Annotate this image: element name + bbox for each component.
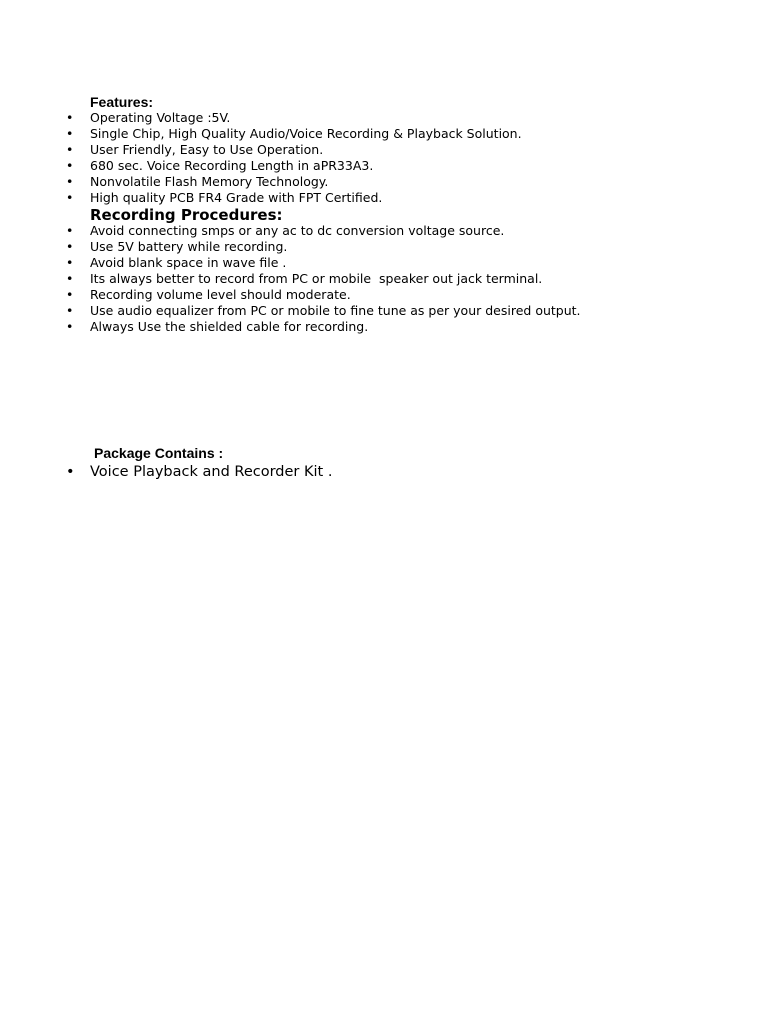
list-item <box>0 142 522 158</box>
bullet-icon: • <box>66 303 74 318</box>
list-item-text: Recording volume level should moderate. <box>90 287 351 302</box>
list-item <box>0 287 581 303</box>
package-contains-heading: Package Contains : <box>94 445 224 461</box>
list-item-text: User Friendly, Easy to Use Operation. <box>90 142 324 157</box>
bullet-icon: • <box>66 287 74 302</box>
bullet-icon: • <box>66 271 74 286</box>
bullet-icon: • <box>66 126 74 141</box>
list-item-text: Use audio equalizer from PC or mobile to fine tune as per your desired output. <box>90 303 581 318</box>
list-item-text: Always Use the shielded cable for recording. <box>90 319 369 334</box>
list-item <box>0 303 581 319</box>
bullet-icon: • <box>66 190 74 205</box>
list-item-text: 680 sec. Voice Recording Length in aPR33A3. <box>90 158 374 173</box>
list-item <box>0 319 581 335</box>
list-item <box>0 223 581 239</box>
bullet-icon: • <box>66 223 74 238</box>
list-item <box>0 271 581 287</box>
list-item <box>0 158 522 174</box>
recording-procedures-heading: Recording Procedures: <box>90 206 283 224</box>
bullet-icon: • <box>66 158 74 173</box>
package-contains-list <box>0 462 332 482</box>
list-item-text: High quality PCB FR4 Grade with FPT Certified. <box>90 190 383 205</box>
list-item-text: Avoid connecting smps or any ac to dc conversion voltage source. <box>90 223 505 238</box>
list-item-text: Its always better to record from PC or mobile speaker out jack terminal. <box>90 271 543 286</box>
list-item <box>0 255 581 271</box>
list-item <box>0 110 522 126</box>
list-item-text: Use 5V battery while recording. <box>90 239 288 254</box>
bullet-icon: • <box>66 174 74 189</box>
list-item <box>0 174 522 190</box>
bullet-icon: • <box>66 142 74 157</box>
list-item-text: Operating Voltage :5V. <box>90 110 231 125</box>
bullet-icon: • <box>66 464 75 480</box>
list-item-text: Voice Playback and Recorder Kit . <box>90 464 333 480</box>
list-item <box>0 462 332 482</box>
bullet-icon: • <box>66 319 74 334</box>
bullet-icon: • <box>66 110 74 125</box>
bullet-icon: • <box>66 239 74 254</box>
list-item <box>0 126 522 142</box>
list-item <box>0 239 581 255</box>
features-heading: Features: <box>90 94 154 110</box>
list-item-text: Single Chip, High Quality Audio/Voice Recording & Playback Solution. <box>90 126 522 141</box>
features-list <box>0 110 522 206</box>
bullet-icon: • <box>66 255 74 270</box>
list-item-text: Avoid blank space in wave file . <box>90 255 287 270</box>
list-item-text: Nonvolatile Flash Memory Technology. <box>90 174 329 189</box>
recording-procedures-list <box>0 223 581 335</box>
list-item <box>0 190 522 206</box>
